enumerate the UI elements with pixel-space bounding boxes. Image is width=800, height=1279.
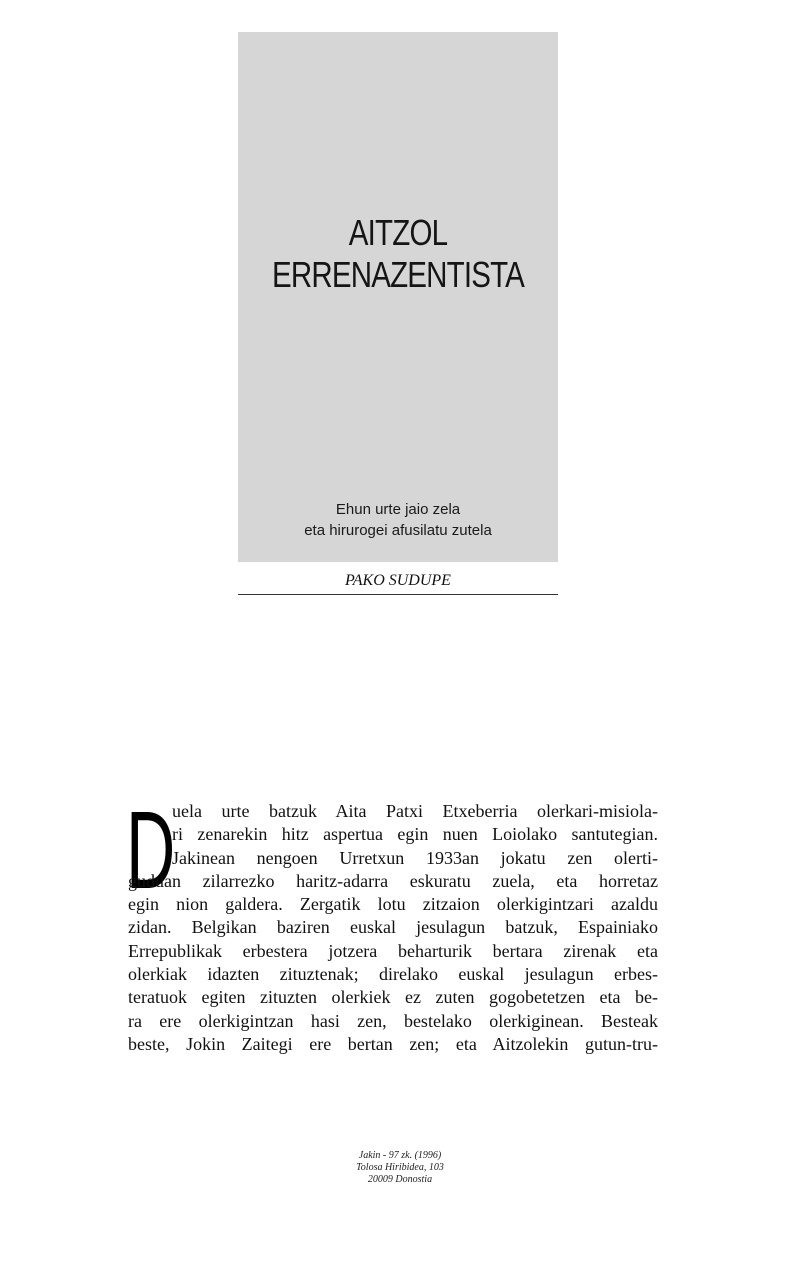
footer-line-1: Jakin - 97 zk. (1996) [358, 1150, 442, 1161]
body-line-11: beste, Jokin Zaitegi ere bertan zen; eta Aitzolekin gutun-tru- [128, 1033, 658, 1054]
subtitle-line-1: Ehun urte jaio zela [335, 501, 461, 518]
author-name: PAKO SUDUPE [345, 572, 451, 589]
body-line-10: ra ere olerkigintzan hasi zen, bestelako olerkiginean. Besteak [128, 1010, 658, 1031]
body-line-3: Jakinean nengoen Urretxun 1933an jokatu zen olerti- [172, 847, 658, 868]
article-title [267, 212, 529, 296]
footer-line-2: Tolosa Hiribidea, 103 [356, 1162, 444, 1173]
drop-cap: D [126, 789, 176, 912]
title-box [238, 32, 558, 562]
publication-footer [0, 1150, 800, 1186]
author-divider [238, 594, 558, 595]
footer-line-3: 20009 Donostia [367, 1174, 433, 1185]
title-line-2: ERRENAZENTISTA [271, 254, 525, 295]
body-line-2: ri zenarekin hitz aspertua egin nuen Loiolako santutegian. [172, 824, 658, 845]
article-subtitle [238, 499, 558, 541]
body-line-9: teratuok egiten zituzten olerkiek ez zuten gogobetetzen eta be- [128, 987, 658, 1008]
title-line-1: AITZOL [348, 212, 448, 253]
body-line-5: egin nion galdera. Zergatik lotu zitzaion olerkigintzari azaldu [128, 894, 658, 915]
body-line-7: Errepublikak erbestera jotzera beharturik bertara zirenak eta [128, 940, 658, 961]
body-line-4: guduan zilarrezko haritz-adarra eskuratu zuela, eta horretaz [128, 870, 658, 891]
subtitle-line-2: eta hirurogei afusilatu zutela [304, 522, 492, 539]
body-line-8: olerkiak idazten zituztenak; direlako euskal jesulagun erbes- [128, 964, 658, 985]
body-line-6: zidan. Belgikan baziren euskal jesulagun batzuk, Espainiako [128, 917, 658, 938]
body-line-1: uela urte batzuk Aita Patxi Etxeberria olerkari-misiola- [172, 801, 658, 821]
article-body [128, 800, 658, 1056]
